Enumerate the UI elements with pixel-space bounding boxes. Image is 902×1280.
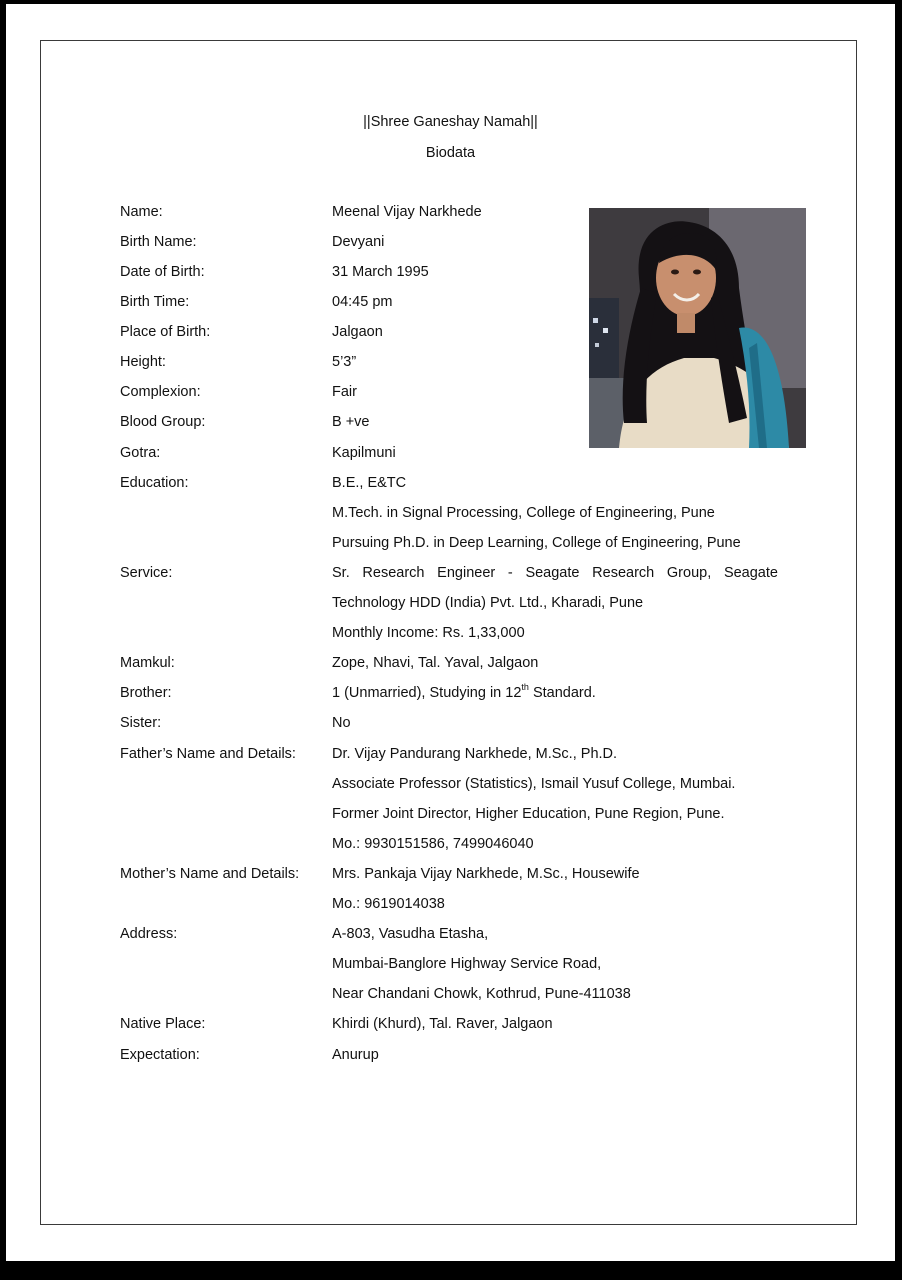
service-word: Seagate bbox=[525, 565, 580, 581]
value-dob: 31 March 1995 bbox=[332, 264, 429, 280]
label-name: Name: bbox=[120, 204, 163, 220]
invocation-heading: ||Shree Ganeshay Namah|| bbox=[363, 114, 538, 130]
label-service: Service: bbox=[120, 565, 173, 581]
value-service-line bbox=[332, 564, 778, 582]
value-mother-line: Mrs. Pankaja Vijay Narkhede, M.Sc., Housewife bbox=[332, 866, 640, 882]
label-gotra: Gotra: bbox=[120, 445, 161, 461]
label-blood-group: Blood Group: bbox=[120, 414, 206, 430]
value-name: Meenal Vijay Narkhede bbox=[332, 204, 482, 220]
value-height: 5’3” bbox=[332, 354, 357, 370]
label-height: Height: bbox=[120, 354, 166, 370]
document-title: Biodata bbox=[425, 145, 476, 161]
label-birth-time: Birth Time: bbox=[120, 294, 190, 310]
value-birth-time: 04:45 pm bbox=[332, 294, 393, 310]
label-education: Education: bbox=[120, 475, 189, 491]
biodata-page bbox=[6, 4, 895, 1261]
value-education-line: Pursuing Ph.D. in Deep Learning, College of Engineering, Pune bbox=[332, 535, 741, 551]
ordinal-suffix: th bbox=[521, 682, 529, 693]
label-birth-name: Birth Name: bbox=[120, 234, 197, 250]
service-word: Sr. bbox=[332, 565, 350, 581]
label-birth-place: Place of Birth: bbox=[120, 324, 211, 340]
value-mother-phone: Mo.: 9619014038 bbox=[332, 896, 445, 912]
label-expectation: Expectation: bbox=[120, 1047, 200, 1063]
value-father-line: Former Joint Director, Higher Education, Pune Region, Pune. bbox=[332, 806, 725, 822]
brother-text: 1 (Unmarried), Studying in 12 bbox=[332, 685, 522, 701]
value-native-place: Khirdi (Khurd), Tal. Raver, Jalgaon bbox=[332, 1016, 553, 1032]
value-father-line: Dr. Vijay Pandurang Narkhede, M.Sc., Ph.D. bbox=[332, 746, 618, 762]
value-gotra: Kapilmuni bbox=[332, 445, 396, 461]
value-expectation: Anurup bbox=[332, 1047, 379, 1063]
value-birth-name: Devyani bbox=[332, 234, 385, 250]
label-dob: Date of Birth: bbox=[120, 264, 205, 280]
label-mamkul: Mamkul: bbox=[120, 655, 175, 671]
value-education-line: B.E., E&TC bbox=[332, 475, 407, 491]
label-father: Father’s Name and Details: bbox=[120, 746, 296, 762]
label-native-place: Native Place: bbox=[120, 1016, 206, 1032]
value-sister: No bbox=[332, 715, 351, 731]
brother-text-end: Standard. bbox=[528, 685, 596, 701]
value-address-line: Near Chandani Chowk, Kothrud, Pune-411038 bbox=[332, 986, 631, 1002]
value-father-line: Associate Professor (Statistics), Ismail Yusuf College, Mumbai. bbox=[332, 776, 736, 792]
value-complexion: Fair bbox=[332, 384, 357, 400]
service-word: Engineer bbox=[437, 565, 496, 581]
service-word: Group, bbox=[666, 565, 712, 581]
service-word: Research bbox=[592, 565, 655, 581]
value-birth-place: Jalgaon bbox=[332, 324, 383, 340]
service-word: - bbox=[507, 565, 513, 581]
label-sister: Sister: bbox=[120, 715, 162, 731]
value-brother bbox=[332, 684, 596, 702]
value-mamkul: Zope, Nhavi, Tal. Yaval, Jalgaon bbox=[332, 655, 539, 671]
value-service-line: Technology HDD (India) Pvt. Ltd., Kharadi, Pune bbox=[332, 595, 644, 611]
profile-photo-illustration bbox=[589, 208, 806, 448]
value-monthly-income: Monthly Income: Rs. 1,33,000 bbox=[332, 625, 525, 641]
value-address-line: Mumbai-Banglore Highway Service Road, bbox=[332, 956, 602, 972]
value-address-line: A-803, Vasudha Etasha, bbox=[332, 926, 489, 942]
label-mother: Mother’s Name and Details: bbox=[120, 866, 300, 882]
service-word: Research bbox=[362, 565, 425, 581]
label-complexion: Complexion: bbox=[120, 384, 201, 400]
label-address: Address: bbox=[120, 926, 178, 942]
label-brother: Brother: bbox=[120, 685, 172, 701]
value-blood-group: B +ve bbox=[332, 414, 370, 430]
value-father-phone: Mo.: 9930151586, 7499046040 bbox=[332, 836, 534, 852]
service-word: Seagate bbox=[723, 565, 778, 581]
profile-photo bbox=[589, 208, 806, 448]
value-education-line: M.Tech. in Signal Processing, College of Engineering, Pune bbox=[332, 505, 715, 521]
